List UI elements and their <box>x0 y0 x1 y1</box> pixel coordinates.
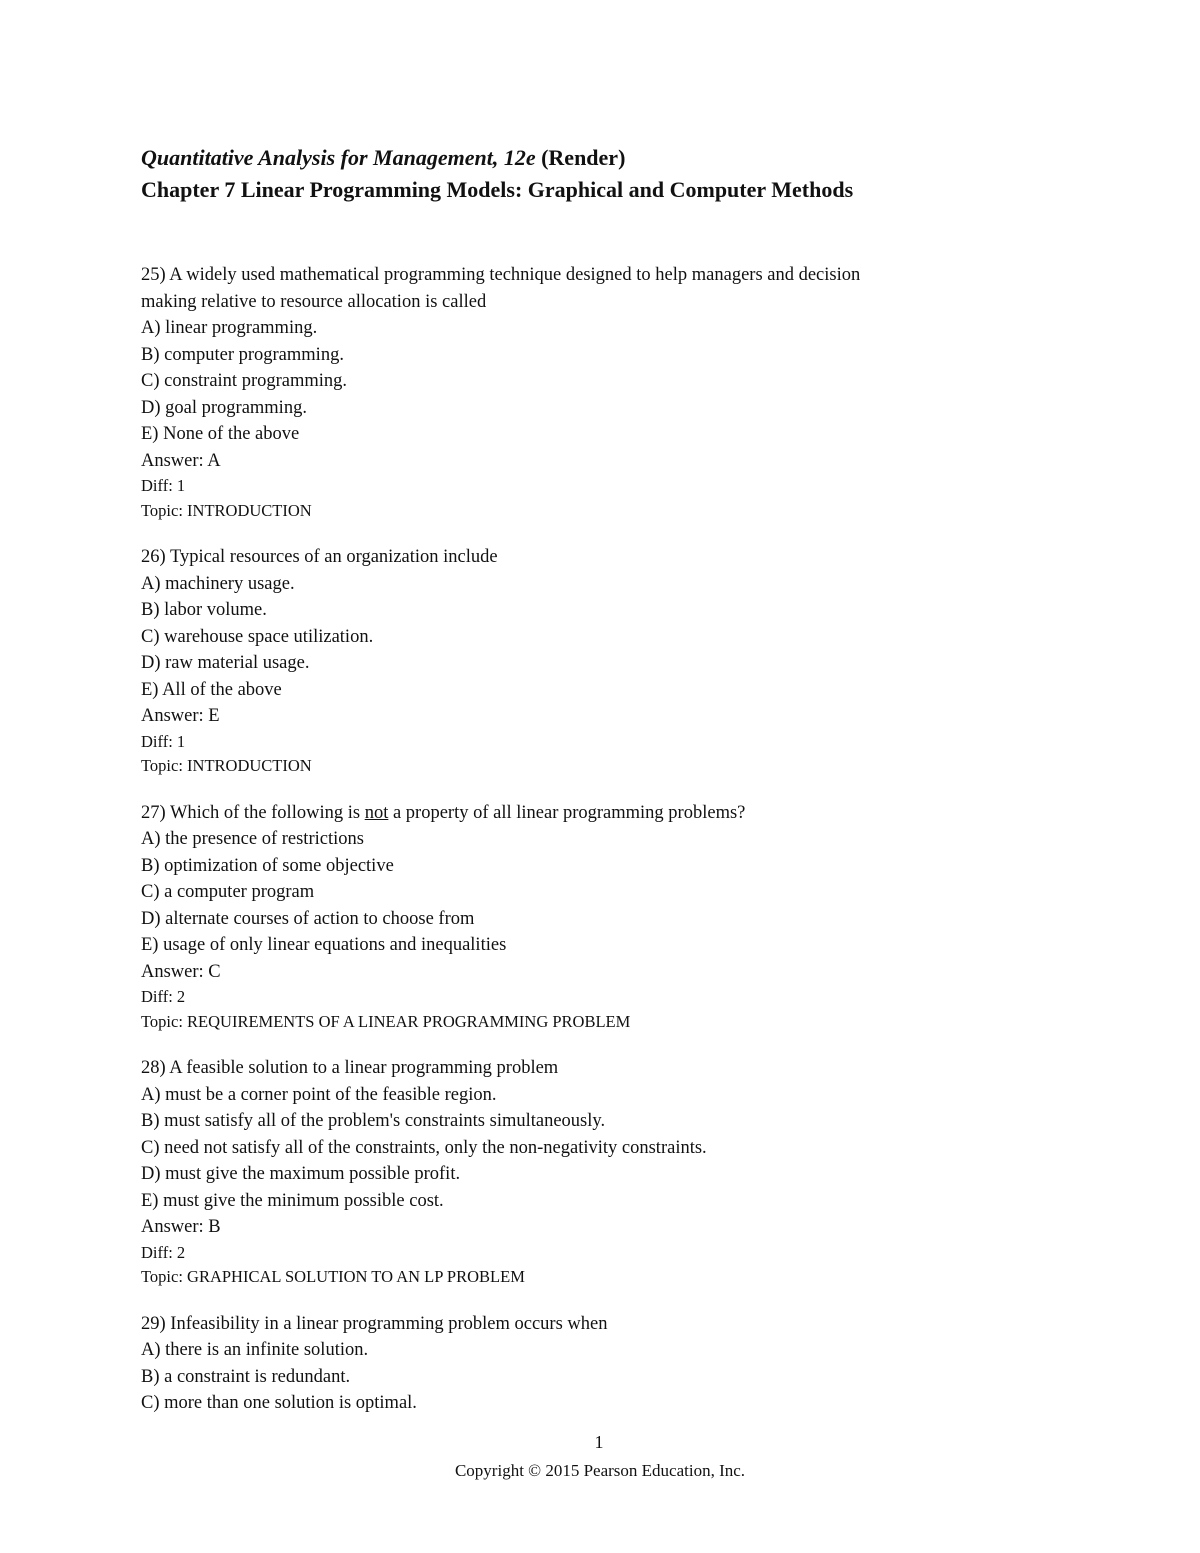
question-stem: 25) A widely used mathematical programming technique designed to help managers and decision <box>141 265 861 285</box>
option-d: D) alternate courses of action to choose from <box>141 908 475 929</box>
book-author: (Render) <box>535 145 626 170</box>
option-c: C) constraint programming. <box>141 371 348 391</box>
book-title-line <box>141 142 1101 174</box>
question-stem: 28) A feasible solution to a linear programming problem <box>141 1058 559 1078</box>
stem-text: 27) Which of the following is <box>141 802 365 823</box>
option-c: C) warehouse space utilization. <box>141 626 374 647</box>
answer-key: Answer: A <box>141 450 221 471</box>
question-list <box>141 262 1041 1438</box>
topic: Topic: GRAPHICAL SOLUTION TO AN LP PROBLEM <box>141 1267 525 1286</box>
option-a: A) there is an infinite solution. <box>141 1340 369 1360</box>
option-a: A) must be a corner point of the feasible region. <box>141 1084 497 1105</box>
question-stem: 26) Typical resources of an organization include <box>141 547 498 567</box>
question-26 <box>141 544 1041 779</box>
answer-key: Answer: E <box>141 706 220 726</box>
answer-key: Answer: C <box>141 961 221 982</box>
answer-key: Answer: B <box>141 1217 221 1237</box>
option-d: D) must give the maximum possible profit. <box>141 1164 461 1184</box>
question-stem: making relative to resource allocation is called <box>141 291 487 312</box>
difficulty: Diff: 2 <box>141 987 186 1006</box>
option-a: A) linear programming. <box>141 318 318 338</box>
question-29 <box>141 1311 1041 1417</box>
question-stem: 29) Infeasibility in a linear programming problem occurs when <box>141 1313 608 1334</box>
option-e: E) must give the minimum possible cost. <box>141 1190 444 1211</box>
copyright-notice: Copyright © 2015 Pearson Education, Inc. <box>454 1461 746 1480</box>
option-b: B) labor volume. <box>141 600 267 620</box>
option-e: E) None of the above <box>141 424 300 444</box>
topic: Topic: INTRODUCTION <box>141 756 312 775</box>
option-d: D) goal programming. <box>141 397 307 418</box>
option-e: E) All of the above <box>141 679 282 700</box>
difficulty: Diff: 1 <box>141 731 186 751</box>
option-a: A) the presence of restrictions <box>141 829 364 849</box>
option-b: B) optimization of some objective <box>141 855 394 876</box>
option-c: C) need not satisfy all of the constraints, only the non-negativity constraints. <box>141 1137 707 1158</box>
page-number: 1 <box>594 1432 604 1452</box>
option-d: D) raw material usage. <box>141 653 310 673</box>
option-b: B) a constraint is redundant. <box>141 1366 351 1387</box>
question-27 <box>141 800 1041 1035</box>
topic: Topic: REQUIREMENTS OF A LINEAR PROGRAMMING PROBLEM <box>141 1011 631 1031</box>
question-28 <box>141 1055 1041 1290</box>
difficulty: Diff: 2 <box>141 1242 186 1262</box>
difficulty: Diff: 1 <box>141 476 186 495</box>
option-b: B) must satisfy all of the problem's constraints simultaneously. <box>141 1111 606 1131</box>
option-b: B) computer programming. <box>141 344 344 365</box>
option-c: C) a computer program <box>141 882 315 902</box>
book-title: Quantitative Analysis for Management, 12e <box>141 145 536 170</box>
chapter-title: Chapter 7 Linear Programming Models: Graphical and Computer Methods <box>141 177 854 202</box>
page-footer <box>0 1430 1200 1484</box>
document-header <box>141 142 1101 206</box>
option-c: C) more than one solution is optimal. <box>141 1393 417 1413</box>
question-stem <box>141 800 1041 827</box>
stem-emphasis: not <box>364 802 389 823</box>
topic: Topic: INTRODUCTION <box>141 500 312 520</box>
stem-text: a property of all linear programming problems? <box>388 802 746 823</box>
question-25 <box>141 262 1041 523</box>
option-a: A) machinery usage. <box>141 573 295 594</box>
option-e: E) usage of only linear equations and inequalities <box>141 935 507 955</box>
